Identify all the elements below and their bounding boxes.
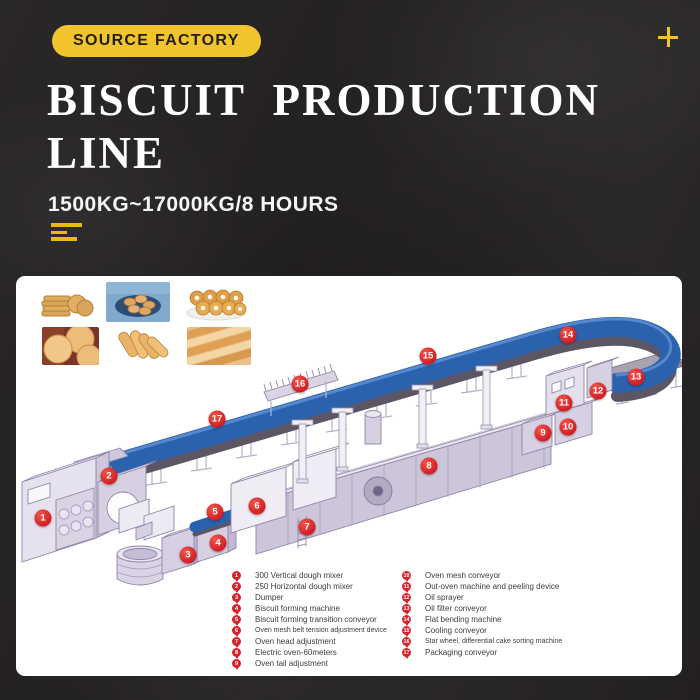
diagram-marker-8: 8 <box>421 458 438 475</box>
legend-label: Oven mesh belt tension adjustment device <box>255 627 387 634</box>
legend-item <box>232 614 387 625</box>
vertical-dough-mixer <box>22 452 109 562</box>
diagram-marker-12: 12 <box>590 383 607 400</box>
diagram-marker-2: 2 <box>101 468 118 485</box>
diagram-marker-15: 15 <box>420 348 437 365</box>
legend-item <box>232 625 387 636</box>
diagram-marker-7: 7 <box>299 519 316 536</box>
legend-label: Oil sprayer <box>425 593 464 602</box>
dumper-bowl <box>117 546 163 585</box>
legend-item <box>402 592 562 603</box>
pin-marker-icon: 10 <box>403 572 410 579</box>
legend-label: Biscuit forming machine <box>255 604 340 613</box>
pin-marker-icon: 8 <box>232 648 241 657</box>
legend-label: Biscuit forming transition conveyor <box>255 615 377 624</box>
legend-column-right <box>402 570 562 658</box>
pin-marker-icon: 2 <box>232 582 241 591</box>
pin-marker-icon: 17 <box>403 649 410 656</box>
title-line-2: LINE <box>47 128 166 178</box>
diagram-marker-3: 3 <box>180 547 197 564</box>
legend-label: 300 Vertical dough mixer <box>255 571 344 580</box>
legend-label: Oven mesh conveyor <box>425 571 501 580</box>
legend-item <box>232 592 387 603</box>
legend-item <box>402 614 562 625</box>
legend-label: Oven tail adjustment <box>255 659 328 668</box>
diagram-marker-6: 6 <box>249 498 266 515</box>
source-factory-badge <box>52 25 261 57</box>
pin-marker-icon: 7 <box>232 637 241 646</box>
legend-item <box>402 625 562 636</box>
legend-label: Dumper <box>255 593 284 602</box>
diagram-marker-9: 9 <box>535 425 552 442</box>
legend-item <box>402 647 562 658</box>
diagram-marker-14: 14 <box>560 327 577 344</box>
diagram-marker-10: 10 <box>560 419 577 436</box>
legend-label: Oil filter conveyor <box>425 604 487 613</box>
pin-marker-icon: 6 <box>232 626 241 635</box>
diagram-marker-13: 13 <box>628 369 645 386</box>
plus-icon <box>658 27 678 47</box>
pin-marker-icon: 14 <box>403 616 410 623</box>
capacity-subtitle: 1500KG~17000KG/8 HOURS <box>48 193 339 216</box>
pin-marker-icon: 9 <box>232 659 241 668</box>
legend-label: Out-oven machine and peeling device <box>425 582 560 591</box>
legend-item <box>232 647 387 658</box>
legend-item <box>232 658 387 669</box>
legend-column-left <box>232 570 387 669</box>
product-card <box>16 276 682 676</box>
legend-item <box>232 581 387 592</box>
legend-label: Packaging conveyor <box>425 648 498 657</box>
legend-item <box>402 636 562 647</box>
badge-label: SOURCE FACTORY <box>73 32 240 49</box>
diagram-marker-1: 1 <box>35 510 52 527</box>
title-line-1: BISCUIT PRODUCTION <box>47 75 601 125</box>
pin-marker-icon: 11 <box>403 583 410 590</box>
pin-marker-icon: 12 <box>403 594 410 601</box>
legend-label: Oven head adjustment <box>255 637 336 646</box>
pin-marker-icon: 3 <box>232 593 241 602</box>
diagram-marker-5: 5 <box>207 504 224 521</box>
diagram-marker-4: 4 <box>210 535 227 552</box>
diagram-marker-11: 11 <box>556 395 573 412</box>
legend-item <box>402 581 562 592</box>
diagram-marker-17: 17 <box>209 411 226 428</box>
legend-label: Flat bending machine <box>425 615 502 624</box>
legend-label: Star wheel, differential cake sorting machine <box>425 638 563 645</box>
diagram-marker-16: 16 <box>292 376 309 393</box>
legend-label: Electric oven-60meters <box>255 648 337 657</box>
legend-item <box>402 603 562 614</box>
menu-lines-icon <box>51 223 82 241</box>
pin-marker-icon: 15 <box>403 627 410 634</box>
legend-label: 250 Horizontal dough mixer <box>255 582 353 591</box>
pin-marker-icon: 5 <box>232 615 241 624</box>
pin-marker-icon: 13 <box>403 605 410 612</box>
page-title <box>47 74 600 180</box>
legend-item <box>232 570 387 581</box>
legend-label: Cooling conveyor <box>425 626 487 635</box>
legend-item <box>232 636 387 647</box>
legend-item <box>402 570 562 581</box>
pin-marker-icon: 16 <box>403 638 410 645</box>
legend-item <box>232 603 387 614</box>
pin-marker-icon: 1 <box>232 571 241 580</box>
pin-marker-icon: 4 <box>232 604 241 613</box>
